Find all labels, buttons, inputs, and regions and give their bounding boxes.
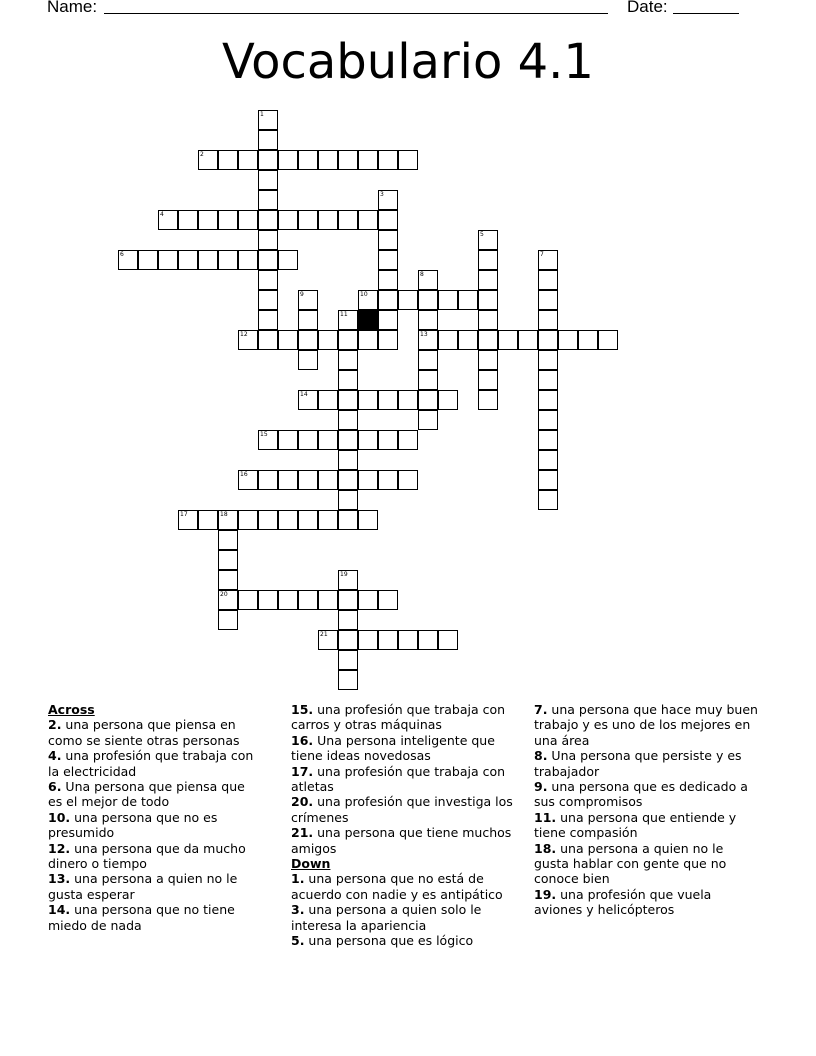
clue-text: una profesión que trabaja con la electricidad xyxy=(48,748,254,779)
clue-text: una persona que es lógico xyxy=(304,933,474,949)
grid-cell[interactable] xyxy=(538,270,558,290)
clue-number-label: 11 xyxy=(340,311,348,318)
clue-number-label: 6 xyxy=(120,251,124,258)
grid-cell[interactable] xyxy=(398,630,418,650)
clue-text: Una persona que persiste y es trabajador xyxy=(534,748,742,779)
across-clue xyxy=(291,733,519,764)
grid-cell[interactable] xyxy=(238,470,258,490)
clue-number: 15. xyxy=(291,702,314,717)
grid-cell[interactable] xyxy=(538,450,558,470)
down-clue xyxy=(291,902,519,933)
grid-cell[interactable] xyxy=(338,670,358,690)
down-heading: Down xyxy=(291,856,331,872)
grid-cell[interactable] xyxy=(198,210,218,230)
grid-cell[interactable] xyxy=(298,330,318,350)
grid-cell[interactable] xyxy=(378,630,398,650)
grid-cell[interactable] xyxy=(538,410,558,430)
clue-text: una persona que hace muy buen trabajo y es uno de los mejores en una área xyxy=(534,702,758,748)
clue-number: 19. xyxy=(534,886,557,902)
grid-cell[interactable] xyxy=(438,630,458,650)
down-clue xyxy=(534,779,759,810)
grid-cell[interactable] xyxy=(278,510,298,530)
grid-cell[interactable] xyxy=(358,150,378,170)
across-clue xyxy=(291,825,519,856)
grid-cell[interactable] xyxy=(218,610,238,630)
clue-column-1 xyxy=(48,702,263,933)
grid-cell[interactable] xyxy=(338,630,358,650)
clue-text: una persona a quien no le gusta hablar con gente que no conoce bien xyxy=(534,840,727,887)
clue-text: una persona que no es presumido xyxy=(48,809,218,841)
grid-cell[interactable] xyxy=(338,150,358,170)
grid-cell[interactable] xyxy=(378,390,398,410)
clue-number: 14. xyxy=(48,902,71,918)
grid-cell[interactable] xyxy=(258,170,278,190)
across-clue xyxy=(48,902,263,933)
clue-text: una persona que es dedicado a sus compromisos xyxy=(534,779,748,810)
grid-cell[interactable] xyxy=(318,510,338,530)
grid-cell[interactable] xyxy=(238,150,258,170)
grid-cell[interactable] xyxy=(258,250,278,270)
grid-cell[interactable] xyxy=(278,430,298,450)
grid-cell[interactable] xyxy=(478,330,498,350)
grid-cell[interactable] xyxy=(338,470,358,490)
clue-number: 7. xyxy=(534,702,548,717)
down-clue xyxy=(534,810,759,841)
across-clue xyxy=(48,748,263,779)
grid-cell[interactable] xyxy=(258,510,278,530)
grid-cell[interactable] xyxy=(398,150,418,170)
page-title: Vocabulario 4.1 xyxy=(222,34,594,90)
grid-cell[interactable] xyxy=(238,330,258,350)
grid-cell[interactable] xyxy=(598,330,618,350)
grid-cell[interactable] xyxy=(518,330,538,350)
grid-cell[interactable] xyxy=(418,630,438,650)
across-clue xyxy=(291,764,519,795)
grid-cell[interactable] xyxy=(458,330,478,350)
grid-cell[interactable] xyxy=(538,350,558,370)
clue-number-label: 19 xyxy=(340,571,348,578)
clue-text: una profesión que vuela aviones y helicópteros xyxy=(534,886,712,918)
grid-cell[interactable] xyxy=(338,410,358,430)
clue-number: 13. xyxy=(48,871,71,887)
clue-number-label: 21 xyxy=(320,631,328,638)
grid-cell[interactable] xyxy=(538,430,558,450)
grid-cell[interactable] xyxy=(538,310,558,330)
grid-cell[interactable] xyxy=(418,290,438,310)
grid-cell[interactable] xyxy=(438,390,458,410)
grid-cell[interactable] xyxy=(358,590,378,610)
clue-text: una persona que entiende y tiene compasión xyxy=(534,809,737,841)
grid-cell[interactable] xyxy=(298,590,318,610)
clue-number: 10. xyxy=(48,809,71,825)
grid-cell[interactable] xyxy=(298,430,318,450)
grid-cell[interactable] xyxy=(218,150,238,170)
grid-cell[interactable] xyxy=(418,370,438,390)
clue-text: una persona que da mucho dinero o tiempo xyxy=(48,840,246,872)
clue-text: una persona que no tiene miedo de nada xyxy=(48,902,235,933)
grid-cell[interactable] xyxy=(378,190,398,210)
grid-cell[interactable] xyxy=(378,210,398,230)
grid-cell[interactable] xyxy=(338,450,358,470)
grid-cell[interactable] xyxy=(258,190,278,210)
clue-number: 1. xyxy=(291,871,305,887)
grid-cell[interactable] xyxy=(338,610,358,630)
grid-cell[interactable] xyxy=(498,330,518,350)
clue-number-label: 12 xyxy=(240,331,248,338)
grid-cell[interactable] xyxy=(418,350,438,370)
grid-block-cell xyxy=(358,310,378,330)
grid-cell[interactable] xyxy=(198,250,218,270)
grid-cell[interactable] xyxy=(478,370,498,390)
grid-cell[interactable] xyxy=(338,650,358,670)
down-clue xyxy=(534,841,759,887)
grid-cell[interactable] xyxy=(278,250,298,270)
grid-cell[interactable] xyxy=(118,250,138,270)
grid-cell[interactable] xyxy=(258,130,278,150)
grid-cell[interactable] xyxy=(178,510,198,530)
grid-cell[interactable] xyxy=(418,410,438,430)
clue-number: 17. xyxy=(291,763,314,779)
grid-cell[interactable] xyxy=(338,330,358,350)
grid-cell[interactable] xyxy=(418,310,438,330)
grid-cell[interactable] xyxy=(358,630,378,650)
clue-number-label: 8 xyxy=(420,271,424,278)
grid-cell[interactable] xyxy=(298,290,318,310)
grid-cell[interactable] xyxy=(298,390,318,410)
grid-cell[interactable] xyxy=(318,210,338,230)
grid-cell[interactable] xyxy=(418,270,438,290)
grid-cell[interactable] xyxy=(378,230,398,250)
grid-cell[interactable] xyxy=(378,430,398,450)
grid-cell[interactable] xyxy=(318,150,338,170)
grid-cell[interactable] xyxy=(258,430,278,450)
down-clue xyxy=(534,887,759,918)
grid-cell[interactable] xyxy=(578,330,598,350)
grid-cell[interactable] xyxy=(378,250,398,270)
grid-cell[interactable] xyxy=(258,330,278,350)
grid-cell[interactable] xyxy=(238,250,258,270)
grid-cell[interactable] xyxy=(398,430,418,450)
grid-cell[interactable] xyxy=(338,570,358,590)
grid-cell[interactable] xyxy=(378,470,398,490)
grid-cell[interactable] xyxy=(538,250,558,270)
clue-text: una persona que tiene muchos amigos xyxy=(291,825,512,856)
grid-cell[interactable] xyxy=(378,150,398,170)
grid-cell[interactable] xyxy=(538,470,558,490)
clue-number: 11. xyxy=(534,809,557,825)
grid-cell[interactable] xyxy=(238,590,258,610)
grid-cell[interactable] xyxy=(158,250,178,270)
grid-cell[interactable] xyxy=(298,310,318,330)
grid-cell[interactable] xyxy=(218,530,238,550)
grid-cell[interactable] xyxy=(398,290,418,310)
grid-cell[interactable] xyxy=(318,330,338,350)
clue-number: 8. xyxy=(534,748,548,764)
grid-cell[interactable] xyxy=(358,390,378,410)
grid-cell[interactable] xyxy=(298,350,318,370)
down-clue xyxy=(534,702,759,748)
date-label: Date: xyxy=(627,0,668,16)
across-clue xyxy=(291,702,519,733)
grid-cell[interactable] xyxy=(358,210,378,230)
clue-number: 5. xyxy=(291,933,305,949)
grid-cell[interactable] xyxy=(378,330,398,350)
grid-cell[interactable] xyxy=(318,390,338,410)
grid-cell[interactable] xyxy=(338,210,358,230)
across-clue xyxy=(48,717,263,748)
name-label: Name: xyxy=(47,0,98,16)
grid-cell[interactable] xyxy=(198,510,218,530)
grid-cell[interactable] xyxy=(298,210,318,230)
clue-text: una persona que no está de acuerdo con nadie y es antipático xyxy=(291,871,503,902)
grid-cell[interactable] xyxy=(278,150,298,170)
grid-cell[interactable] xyxy=(538,370,558,390)
grid-cell[interactable] xyxy=(358,510,378,530)
grid-cell[interactable] xyxy=(278,470,298,490)
grid-cell[interactable] xyxy=(258,290,278,310)
across-clue xyxy=(48,871,263,902)
grid-cell[interactable] xyxy=(258,150,278,170)
clue-text: una persona que piensa en como se siente otras personas xyxy=(48,717,240,748)
clue-number-label: 20 xyxy=(220,591,228,598)
clue-text: una profesión que trabaja con atletas xyxy=(291,763,506,795)
clue-number: 3. xyxy=(291,902,305,918)
grid-cell[interactable] xyxy=(358,470,378,490)
grid-cell[interactable] xyxy=(378,590,398,610)
grid-cell[interactable] xyxy=(378,290,398,310)
clue-text: una profesión que investiga los crímenes xyxy=(291,794,513,825)
clue-number-label: 2 xyxy=(200,151,204,158)
grid-cell[interactable] xyxy=(258,470,278,490)
clue-number: 21. xyxy=(291,825,314,841)
clue-number-label: 4 xyxy=(160,211,164,218)
grid-cell[interactable] xyxy=(358,290,378,310)
grid-cell[interactable] xyxy=(238,210,258,230)
grid-cell[interactable] xyxy=(178,250,198,270)
grid-cell[interactable] xyxy=(258,310,278,330)
down-clue xyxy=(534,748,759,779)
grid-cell[interactable] xyxy=(478,390,498,410)
grid-cell[interactable] xyxy=(538,390,558,410)
grid-cell[interactable] xyxy=(438,290,458,310)
clue-text: Una persona que piensa que es el mejor de todo xyxy=(48,779,245,810)
clue-number: 9. xyxy=(534,779,548,795)
clue-column-2 xyxy=(291,702,519,949)
grid-cell[interactable] xyxy=(278,210,298,230)
grid-cell[interactable] xyxy=(158,210,178,230)
grid-cell[interactable] xyxy=(338,490,358,510)
grid-cell[interactable] xyxy=(538,290,558,310)
grid-cell[interactable] xyxy=(338,350,358,370)
grid-cell[interactable] xyxy=(398,470,418,490)
clue-number-label: 3 xyxy=(380,191,384,198)
clue-number: 12. xyxy=(48,840,71,856)
grid-cell[interactable] xyxy=(338,430,358,450)
grid-cell[interactable] xyxy=(318,590,338,610)
grid-cell[interactable] xyxy=(478,270,498,290)
clue-number-label: 9 xyxy=(300,291,304,298)
clue-number: 18. xyxy=(534,840,557,856)
grid-cell[interactable] xyxy=(478,350,498,370)
grid-cell[interactable] xyxy=(338,510,358,530)
grid-cell[interactable] xyxy=(318,630,338,650)
clue-text: Una persona inteligente que tiene ideas novedosas xyxy=(291,732,495,764)
grid-cell[interactable] xyxy=(198,150,218,170)
grid-cell[interactable] xyxy=(478,290,498,310)
clue-number-label: 17 xyxy=(180,511,188,518)
clue-number: 20. xyxy=(291,794,314,810)
grid-cell[interactable] xyxy=(478,250,498,270)
clue-number-label: 13 xyxy=(420,331,428,338)
grid-cell[interactable] xyxy=(318,430,338,450)
grid-cell[interactable] xyxy=(438,330,458,350)
grid-cell[interactable] xyxy=(258,590,278,610)
grid-cell[interactable] xyxy=(558,330,578,350)
across-clue xyxy=(48,810,263,841)
grid-cell[interactable] xyxy=(338,590,358,610)
across-clue xyxy=(291,794,519,825)
clue-number-label: 5 xyxy=(480,231,484,238)
grid-cell[interactable] xyxy=(258,230,278,250)
across-heading: Across xyxy=(48,702,95,717)
grid-cell[interactable] xyxy=(338,390,358,410)
grid-cell[interactable] xyxy=(378,310,398,330)
clue-number: 4. xyxy=(48,748,62,764)
grid-cell[interactable] xyxy=(478,310,498,330)
grid-cell[interactable] xyxy=(458,290,478,310)
grid-cell[interactable] xyxy=(398,390,418,410)
clue-number-label: 15 xyxy=(260,431,268,438)
clue-number-label: 1 xyxy=(260,111,264,118)
grid-cell[interactable] xyxy=(218,510,238,530)
clue-number-label: 7 xyxy=(540,251,544,258)
grid-cell[interactable] xyxy=(418,390,438,410)
grid-cell[interactable] xyxy=(218,550,238,570)
clue-text: una persona a quien solo le interesa la apariencia xyxy=(291,902,482,933)
grid-cell[interactable] xyxy=(218,570,238,590)
clue-number-label: 18 xyxy=(220,511,228,518)
clue-number: 2. xyxy=(48,717,62,733)
grid-cell[interactable] xyxy=(418,330,438,350)
grid-cell[interactable] xyxy=(358,330,378,350)
grid-cell[interactable] xyxy=(338,310,358,330)
grid-cell[interactable] xyxy=(178,210,198,230)
grid-cell[interactable] xyxy=(538,330,558,350)
clue-column-3 xyxy=(534,702,759,918)
grid-cell[interactable] xyxy=(378,270,398,290)
clue-number-label: 10 xyxy=(360,291,368,298)
grid-cell[interactable] xyxy=(278,330,298,350)
across-clue xyxy=(48,841,263,872)
grid-cell[interactable] xyxy=(298,470,318,490)
grid-cell[interactable] xyxy=(258,110,278,130)
grid-cell[interactable] xyxy=(358,430,378,450)
clue-text: una persona a quien no le gusta esperar xyxy=(48,871,238,902)
across-clue xyxy=(48,779,263,810)
grid-cell[interactable] xyxy=(538,490,558,510)
clue-number-label: 14 xyxy=(300,391,308,398)
down-clue xyxy=(291,933,519,948)
grid-cell[interactable] xyxy=(278,590,298,610)
grid-cell[interactable] xyxy=(238,510,258,530)
grid-cell[interactable] xyxy=(298,510,318,530)
grid-cell[interactable] xyxy=(298,150,318,170)
grid-cell[interactable] xyxy=(478,230,498,250)
grid-cell[interactable] xyxy=(218,590,238,610)
clue-number-label: 16 xyxy=(240,471,248,478)
down-clue xyxy=(291,871,519,902)
grid-cell[interactable] xyxy=(258,210,278,230)
clue-text: una profesión que trabaja con carros y otras máquinas xyxy=(291,702,506,733)
grid-cell[interactable] xyxy=(138,250,158,270)
grid-cell[interactable] xyxy=(318,470,338,490)
clue-number: 16. xyxy=(291,732,314,748)
clue-number: 6. xyxy=(48,779,62,795)
grid-cell[interactable] xyxy=(258,270,278,290)
grid-cell[interactable] xyxy=(338,370,358,390)
grid-cell[interactable] xyxy=(218,250,238,270)
grid-cell[interactable] xyxy=(218,210,238,230)
